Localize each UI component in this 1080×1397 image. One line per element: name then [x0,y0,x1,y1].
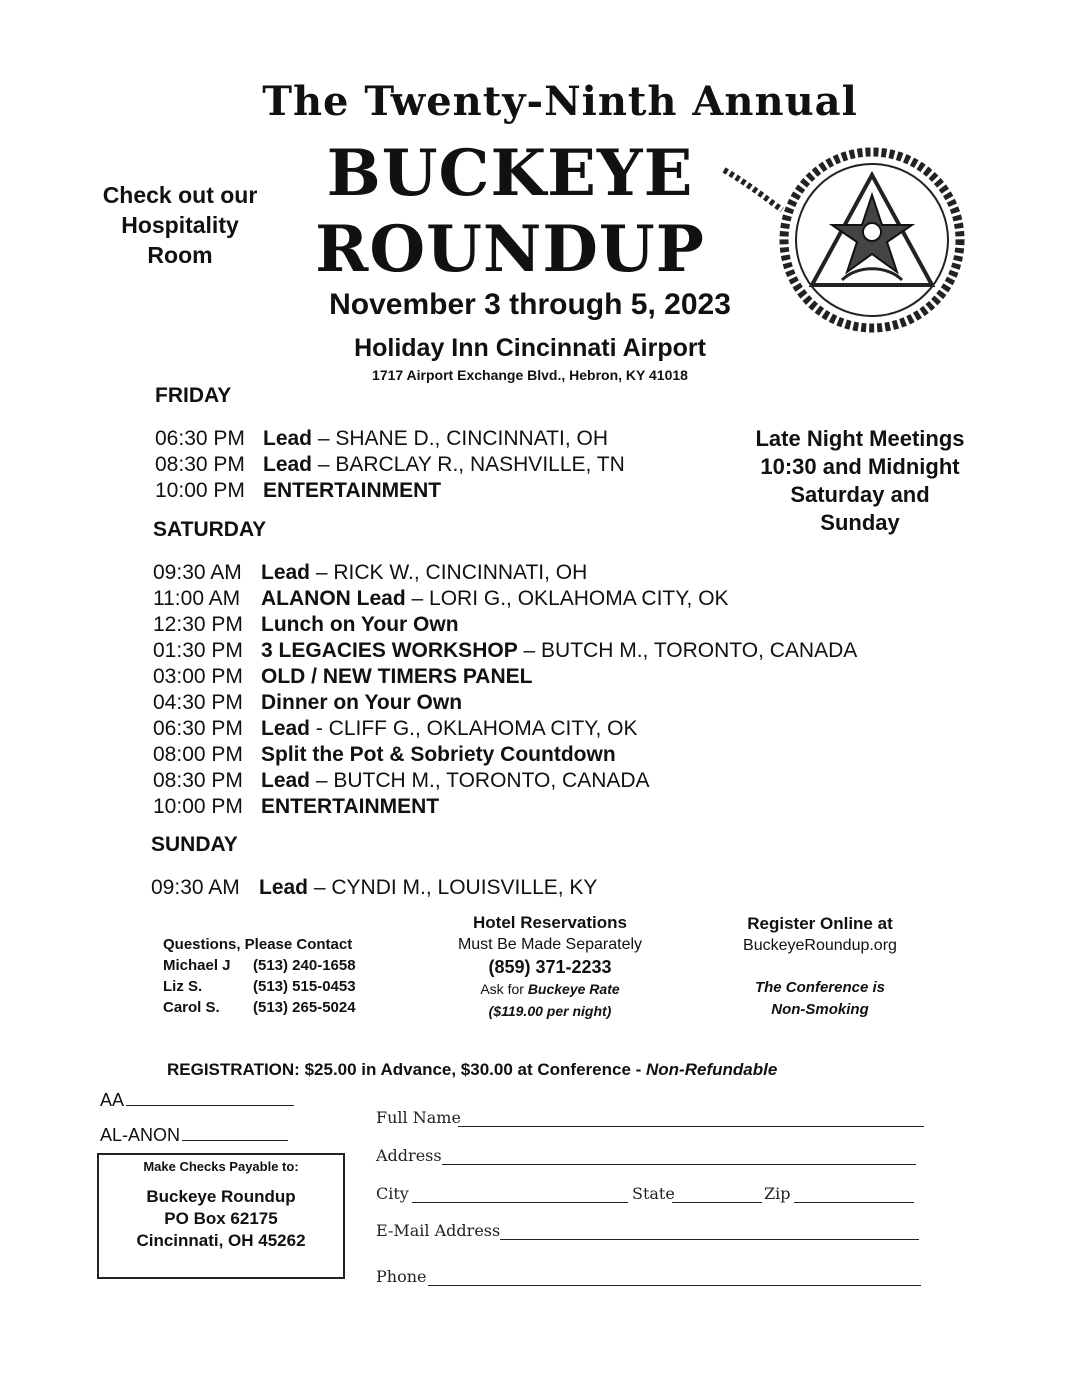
day-heading-saturday: SATURDAY [153,518,267,541]
late-night-line: 10:30 and Midnight [760,454,960,479]
schedule-event: ALANON Lead [261,587,406,610]
aa-field[interactable] [100,1090,294,1111]
schedule-row [153,664,857,690]
phone-label: Phone [376,1267,427,1286]
non-smoking-note: Non-Smoking [771,1001,869,1018]
schedule-event: ENTERTAINMENT [261,795,440,818]
late-night-line: Saturday and [790,482,930,507]
contacts-block [163,934,356,1018]
schedule-event: Lead [263,453,313,476]
registration-emphasis: Non-Refundable [646,1060,778,1079]
schedule-time: 08:00 PM [153,743,243,766]
schedule-time: 01:30 PM [153,639,243,662]
schedule-time: 11:00 AM [153,587,241,610]
venue-address: 1717 Airport Exchange Blvd., Hebron, KY 41018 [372,367,688,383]
schedule-detail: – BUTCH M., TORONTO, CANADA [310,769,650,792]
contact-row [163,955,356,976]
schedule-time: 08:30 PM [155,453,245,476]
contact-row [163,976,356,997]
schedule-row [155,478,625,504]
day-heading-friday: FRIDAY [155,384,232,407]
full-name-label: Full Name [376,1108,461,1127]
email-field[interactable] [376,1221,919,1241]
full-name-field[interactable] [376,1108,924,1128]
aa-label: AA [100,1090,125,1110]
state-label: State [632,1184,675,1203]
venue-name: Holiday Inn Cincinnati Airport [354,334,706,362]
schedule-time: 06:30 PM [153,717,243,740]
schedule-detail: – LORI G., OKLAHOMA CITY, OK [405,587,729,610]
schedule-event: ENTERTAINMENT [263,479,442,502]
register-block [715,913,925,1021]
annual-heading: The Twenty-Ninth Annual [262,78,858,125]
register-url[interactable]: BuckeyeRoundup.org [743,937,897,954]
hospitality-line: Hospitality [121,212,239,238]
contacts-heading: Questions, Please Contact [163,936,353,953]
schedule-time: 06:30 PM [155,427,245,450]
schedule-time: 03:00 PM [153,665,243,688]
schedule-event: Lead [261,769,311,792]
schedule-row [153,560,857,586]
hotel-note: Must Be Made Separately [457,936,643,953]
email-label: E-Mail Address [376,1221,501,1240]
schedule-event: Lead [261,717,311,740]
hotel-price: ($119.00 per night) [488,1003,612,1019]
contact-phone: (513) 240-1658 [253,957,356,974]
sunday-schedule [151,875,597,901]
schedule-row [155,426,625,452]
payee-line: Buckeye Roundup [146,1187,296,1206]
late-night-line: Sunday [820,510,900,535]
schedule-time: 12:30 PM [153,613,243,636]
schedule-detail: – RICK W., CINCINNATI, OH [310,561,588,584]
schedule-row [153,716,857,742]
schedule-time: 10:00 PM [155,479,245,502]
schedule-row [153,794,857,820]
registration-fees [167,1060,777,1080]
schedule-detail: - CLIFF G., OKLAHOMA CITY, OK [310,717,638,740]
schedule-event: Split the Pot & Sobriety Countdown [261,743,616,766]
schedule-time: 09:30 AM [153,561,242,584]
schedule-event: Dinner on Your Own [261,691,463,714]
title-roundup: ROUNDUP [315,212,705,287]
late-night-meetings [730,425,990,537]
payee-line: Cincinnati, OH 45262 [136,1231,306,1250]
city-label: City [376,1184,409,1203]
schedule-event: OLD / NEW TIMERS PANEL [261,665,533,688]
city-state-zip-field[interactable] [376,1184,914,1208]
checks-payable-box [97,1153,345,1279]
hotel-heading: Hotel Reservations [473,913,627,932]
hospitality-line: Room [147,242,213,268]
hotel-rate-prefix: Ask for [480,981,528,997]
schedule-row [153,768,857,794]
contact-name: Carol S. [163,999,220,1016]
payee-line: PO Box 62175 [164,1209,278,1228]
checks-heading: Make Checks Payable to: [143,1159,299,1174]
schedule-row [153,612,857,638]
schedule-detail: – BUTCH M., TORONTO, CANADA [517,639,858,662]
hotel-block [430,912,670,1022]
contact-phone: (513) 515-0453 [253,978,356,995]
day-heading-sunday: SUNDAY [151,833,238,856]
schedule-row [153,742,857,768]
contact-phone: (513) 265-5024 [253,999,356,1016]
address-field[interactable] [376,1146,916,1166]
schedule-event: Lead [261,561,311,584]
event-dates: November 3 through 5, 2023 [329,288,731,321]
hotel-phone: (859) 371-2233 [488,957,612,977]
friday-schedule [155,426,625,504]
schedule-event: Lead [259,876,309,899]
schedule-detail: – CYNDI M., LOUISVILLE, KY [308,876,598,899]
hotel-rate [430,978,670,1000]
contact-row [163,997,356,1018]
phone-field[interactable] [376,1267,921,1287]
schedule-row [155,452,625,478]
schedule-detail: – SHANE D., CINCINNATI, OH [312,427,608,450]
title-buckeye: BUCKEYE [326,136,694,211]
address-label: Address [376,1146,442,1165]
alanon-label: AL-ANON [100,1125,181,1145]
schedule-row [151,875,597,901]
schedule-row [153,638,857,664]
alanon-field[interactable] [100,1125,288,1146]
schedule-event: Lead [263,427,313,450]
registration-text: $25.00 in Advance, $30.00 at Conference - [299,1060,647,1079]
hospitality-line: Check out our [102,182,258,208]
register-heading: Register Online at [747,914,893,933]
late-night-line: Late Night Meetings [755,426,965,451]
contact-name: Liz S. [163,978,203,995]
schedule-time: 08:30 PM [153,769,243,792]
schedule-time: 04:30 PM [153,691,243,714]
schedule-event: 3 LEGACIES WORKSHOP [261,639,518,662]
schedule-time: 09:30 AM [151,876,240,899]
non-smoking-note: The Conference is [754,979,886,996]
schedule-row [153,586,857,612]
schedule-time: 10:00 PM [153,795,243,818]
hotel-rate-name: Buckeye Rate [527,981,620,997]
registration-label: REGISTRATION: [167,1060,300,1079]
saturday-schedule [153,560,857,820]
schedule-row [153,690,857,716]
contact-name: Michael J [163,957,231,974]
zip-label: Zip [764,1184,791,1203]
schedule-detail: – BARCLAY R., NASHVILLE, TN [312,453,625,476]
hospitality-note [80,180,280,270]
schedule-event: Lunch on Your Own [261,613,459,636]
